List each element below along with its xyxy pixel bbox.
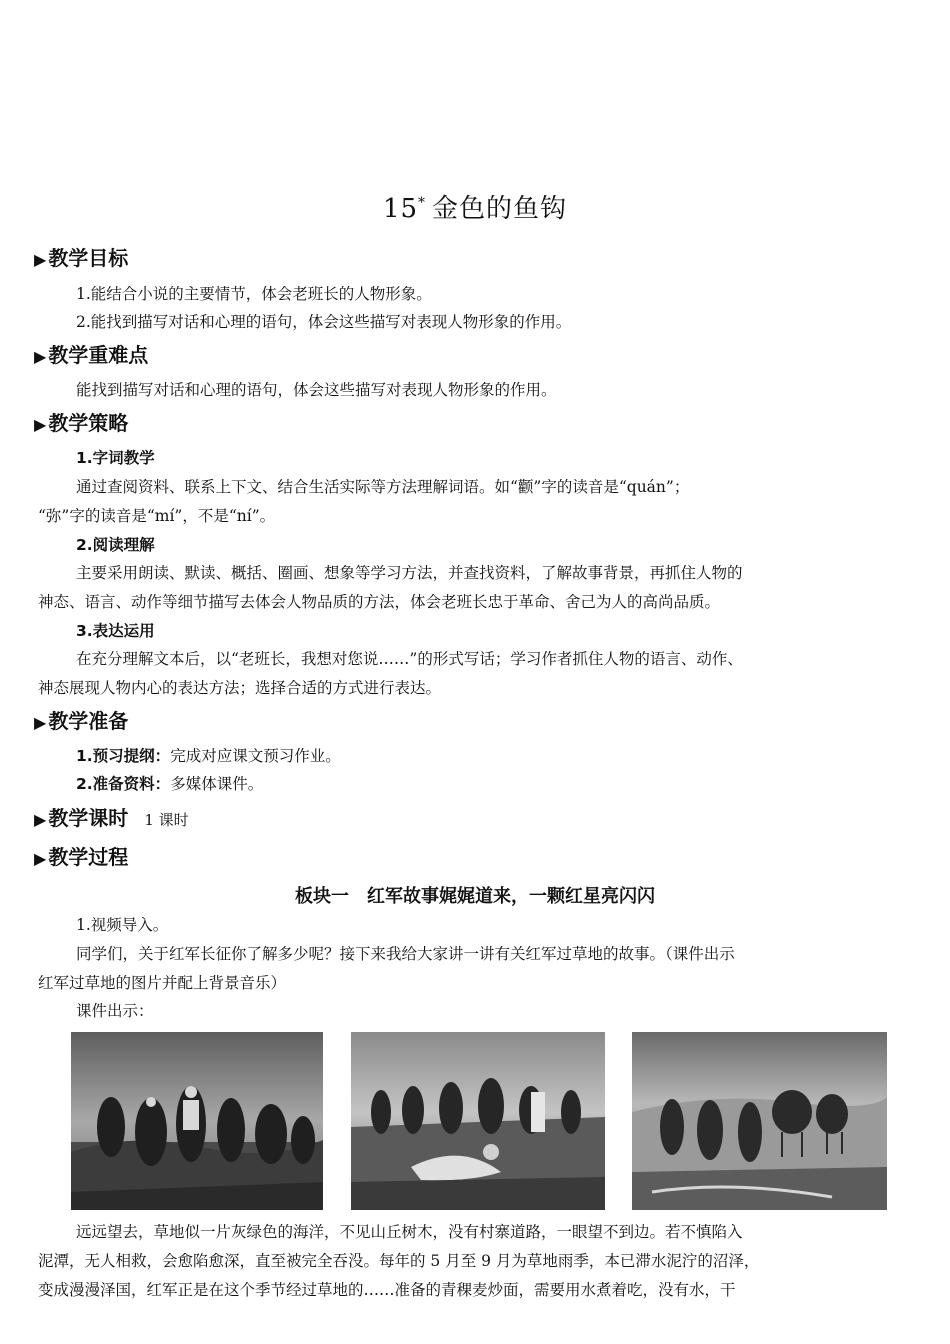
body-line-2: 泥潭，无人相救，会愈陷愈深，直至被完全吞没。每年的 5 月至 9 月为草地雨季，本已滞水泥泞的沼泽，: [38, 1252, 760, 1270]
grassland-painting-3: [632, 1032, 887, 1210]
preparation-item-2: 2.准备资料：多媒体课件。: [76, 775, 264, 793]
triangle-bullet-icon: ▶: [34, 347, 47, 366]
strategy-sub3-line-2: 神态展现人物内心的表达方法；选择合适的方式进行表达。: [38, 679, 442, 697]
triangle-bullet-icon: ▶: [34, 415, 47, 434]
section-heading-key-points: ▶ 教学重难点: [34, 343, 149, 367]
strategy-sub1-line-1: 通过查阅资料、联系上下文、结合生活实际等方法理解词语。如“颧”字的读音是“quán”；: [76, 478, 690, 496]
section-heading-preparation: ▶ 教学准备: [34, 709, 129, 733]
triangle-bullet-icon: ▶: [34, 849, 47, 868]
strategy-sub-heading-1: 1.字词教学: [76, 449, 155, 467]
triangle-bullet-icon: ▶: [34, 250, 47, 269]
goal-item-2: 2.能找到描写对话和心理的语句，体会这些描写对表现人物形象的作用。: [76, 313, 572, 331]
strategy-sub-heading-2: 2.阅读理解: [76, 536, 155, 554]
section-heading-goals: ▶ 教学目标: [34, 246, 129, 270]
grassland-painting-1: [71, 1032, 323, 1210]
block-title: 板块一 红军故事娓娓道来，一颗红星亮闪闪: [295, 886, 655, 907]
strategy-sub1-line-2: “弥”字的读音是“mí”，不是“ní”。: [38, 507, 276, 525]
intro-line-2: 红军过草地的图片并配上背景音乐）: [38, 974, 287, 992]
triangle-bullet-icon: ▶: [34, 810, 47, 829]
body-line-1: 远远望去，草地似一片灰绿色的海洋，不见山丘树木，没有村寨道路，一眼望不到边。若不慎陷入: [76, 1223, 743, 1241]
periods-value: 1 课时: [144, 811, 189, 829]
process-step-1: 1.视频导入。: [76, 916, 169, 934]
section-heading-periods: ▶ 教学课时 1 课时: [34, 806, 189, 830]
grassland-painting-2: [351, 1032, 605, 1210]
strategy-sub-heading-3: 3.表达运用: [76, 622, 155, 640]
strategy-sub2-line-1: 主要采用朗读、默读、概括、圈画、想象等学习方法，并查找资料，了解故事背景，再抓住人物的: [76, 564, 743, 582]
strategy-sub2-line-2: 神态、语言、动作等细节描写去体会人物品质的方法，体会老班长忠于革命、舍己为人的高尚品质。: [38, 593, 721, 611]
page-title: 15* 金色的鱼钩: [382, 194, 568, 224]
intro-line-1: 同学们，关于红军长征你了解多少呢？接下来我给大家讲一讲有关红军过草地的故事。（课件出示: [76, 945, 735, 963]
strategy-sub3-line-1: 在充分理解文本后，以“老班长，我想对您说……”的形式写话；学习作者抓住人物的语言、动作、: [76, 650, 743, 668]
body-line-3: 变成漫漫泽国，红军正是在这个季节经过草地的……准备的青稞麦炒面，需要用水煮着吃，没有水，干: [38, 1281, 736, 1299]
key-points-text: 能找到描写对话和心理的语句，体会这些描写对表现人物形象的作用。: [76, 381, 557, 399]
preparation-item-1: 1.预习提纲：完成对应课文预习作业。: [76, 747, 341, 765]
section-heading-process: ▶ 教学过程: [34, 845, 129, 869]
goal-item-1: 1.能结合小说的主要情节，体会老班长的人物形象。: [76, 285, 432, 303]
triangle-bullet-icon: ▶: [34, 713, 47, 732]
section-heading-strategy: ▶ 教学策略: [34, 411, 129, 435]
courseware-label: 课件出示：: [76, 1002, 154, 1020]
